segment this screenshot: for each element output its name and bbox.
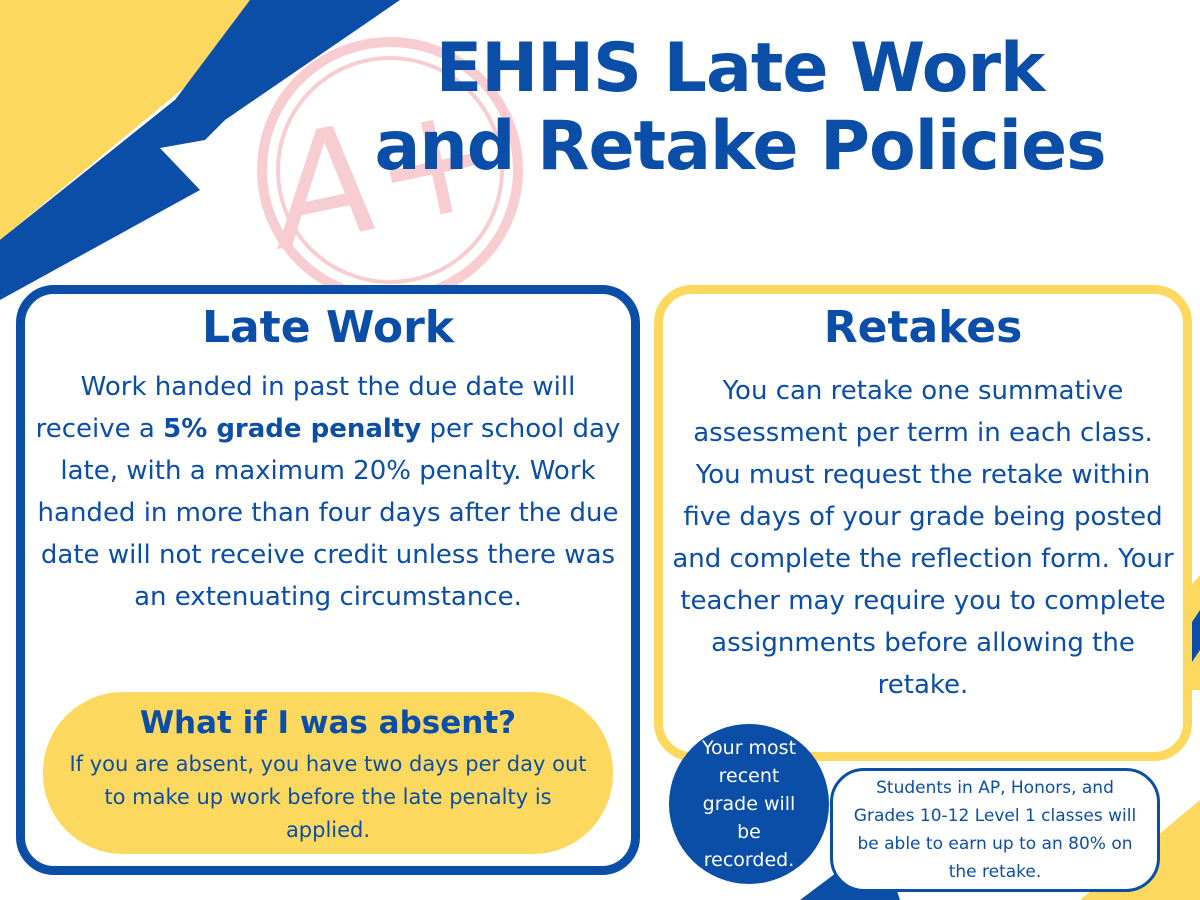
page-title [300,30,1180,186]
retakes-card [654,285,1192,761]
retakes-heading: Retakes [823,302,1023,353]
title-line-2: and Retake Policies [374,107,1106,186]
late-work-penalty-highlight: 5% grade penalty [163,414,422,444]
stamp-text: A+ [256,65,516,283]
late-work-text [33,366,623,618]
late-work-card [16,285,640,875]
late-work-text-part1: Work handed in past the due date will receive a [35,372,576,444]
retakes-text: You can retake one summative assessment per term in each class. You must request the retake within five days of your grade being posted and complete the reflection form. Your teacher may require you to complete assignments before allowing the retake. [672,376,1174,700]
ap-honors-note [830,768,1160,892]
recent-grade-text: Your most recent grade will be recorded. [701,737,797,871]
ap-honors-text: Students in AP, Honors, and Grades 10-12 Level 1 classes will be able to earn up to an 80% on the retake. [853,778,1137,882]
absent-heading: What if I was absent? [139,705,517,741]
late-work-text-part2: per school day late, with a maximum 20% penalty. Work handed in more than four days after the due date will not receive credit unless there was an extenuating circumstance. [37,414,621,612]
late-work-heading: Late Work [201,302,455,353]
title-line-1: EHHS Late Work [435,29,1045,108]
absent-text: If you are absent, you have two days per day out to make up work before the late penalty is applied. [69,752,587,842]
absent-callout [43,692,613,854]
recent-grade-badge [669,724,829,884]
